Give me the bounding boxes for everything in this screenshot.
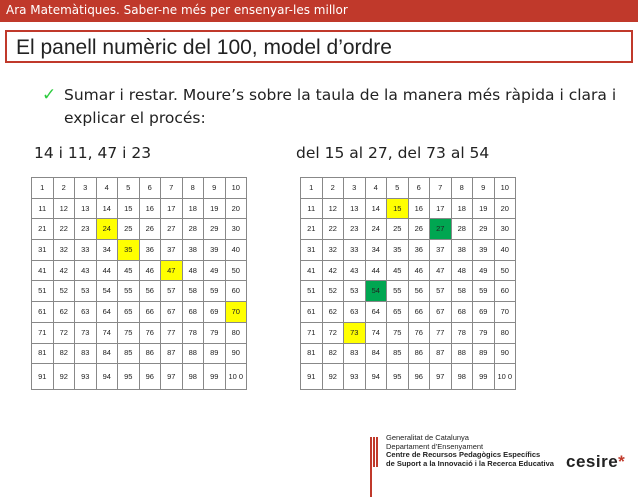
- grid-cell: 20: [494, 198, 516, 219]
- grid-cell: 74: [96, 322, 118, 343]
- grid-cell: 88: [451, 343, 473, 364]
- grid-row: [301, 198, 516, 219]
- generalitat-logo-icon: [370, 437, 380, 471]
- grid-cell: 80: [225, 322, 247, 343]
- grid-cell: 10 0: [494, 364, 516, 390]
- grid-cell: 4: [365, 178, 387, 199]
- grid-cell: 83: [75, 343, 97, 364]
- grid-cell: 87: [161, 343, 183, 364]
- grid-cell: 35: [387, 240, 409, 261]
- grid-cell: 21: [32, 219, 54, 240]
- grid-cell: 40: [225, 240, 247, 261]
- grid-cell: 72: [53, 322, 75, 343]
- grid-cell: 69: [473, 302, 495, 323]
- grid-cell: 48: [451, 260, 473, 281]
- grid-cell: 93: [344, 364, 366, 390]
- grid-row: [301, 364, 516, 390]
- grid-cell: 41: [32, 260, 54, 281]
- grid-cell: 95: [118, 364, 140, 390]
- grid-cell: 75: [118, 322, 140, 343]
- grid-cell: 50: [494, 260, 516, 281]
- grid-cell: 68: [451, 302, 473, 323]
- grid-cell: 46: [408, 260, 430, 281]
- grid-cell: 82: [322, 343, 344, 364]
- grid-row: [301, 260, 516, 281]
- grid-cell: 37: [430, 240, 452, 261]
- grid-cell: 82: [53, 343, 75, 364]
- grid-cell: 6: [139, 178, 161, 199]
- grid-cell: 10: [225, 178, 247, 199]
- grid-cell: 34: [365, 240, 387, 261]
- grid-cell: 65: [387, 302, 409, 323]
- grid-cell: 58: [182, 281, 204, 302]
- grid-cell: 8: [182, 178, 204, 199]
- grid-cell: 19: [204, 198, 226, 219]
- grid-cell: 36: [408, 240, 430, 261]
- grid-cell: 92: [53, 364, 75, 390]
- grid-cell: 48: [182, 260, 204, 281]
- bullet-text: Sumar i restar. Moure’s sobre la taula de la manera més ràpida i clara i explicar el procés:: [64, 86, 617, 127]
- footer-line-3: Centre de Recursos Pedagògics Específics: [386, 450, 541, 459]
- grid-cell: 81: [32, 343, 54, 364]
- cesire-brand: cesire: [566, 452, 619, 471]
- grid-cell: 66: [139, 302, 161, 323]
- grid-cell: 81: [301, 343, 323, 364]
- grid-cell: 15: [118, 198, 140, 219]
- grid-cell: 42: [322, 260, 344, 281]
- grid-cell: 60: [225, 281, 247, 302]
- grid-cell: 24: [365, 219, 387, 240]
- grid-cell: 57: [161, 281, 183, 302]
- grid-cell: 17: [430, 198, 452, 219]
- grid-cell: 62: [53, 302, 75, 323]
- grid-cell: 96: [408, 364, 430, 390]
- grid-cell: 28: [182, 219, 204, 240]
- grid-cell: 1: [32, 178, 54, 199]
- grid-cell: 27: [161, 219, 183, 240]
- grid-cell: 24: [96, 219, 118, 240]
- grid-cell: 18: [451, 198, 473, 219]
- grid-cell: 1: [301, 178, 323, 199]
- grid-cell: 75: [387, 322, 409, 343]
- grid-row: [301, 281, 516, 302]
- grid-cell: 77: [430, 322, 452, 343]
- cesire-star: *: [618, 452, 626, 471]
- grid-cell: 60: [494, 281, 516, 302]
- grid-cell: 93: [75, 364, 97, 390]
- grid-cell: 6: [408, 178, 430, 199]
- grid-cell: 77: [161, 322, 183, 343]
- grid-cell: 43: [75, 260, 97, 281]
- grid-cell: 78: [182, 322, 204, 343]
- grid-cell: 94: [96, 364, 118, 390]
- grid-cell: 9: [473, 178, 495, 199]
- grid-cell: 5: [118, 178, 140, 199]
- grid-cell: 18: [182, 198, 204, 219]
- grid-cell: 53: [75, 281, 97, 302]
- hundred-grid-left: [31, 177, 247, 390]
- grid-cell: 13: [344, 198, 366, 219]
- grid-cell: 56: [139, 281, 161, 302]
- grid-cell: 79: [204, 322, 226, 343]
- grid-cell: 32: [322, 240, 344, 261]
- header-bar: [0, 0, 638, 22]
- cesire-logo: [566, 452, 625, 472]
- grid-cell: 91: [32, 364, 54, 390]
- grid-cell: 42: [53, 260, 75, 281]
- grid-cell: 29: [204, 219, 226, 240]
- grid-cell: 40: [494, 240, 516, 261]
- grid-cell: 76: [408, 322, 430, 343]
- grid-cell: 2: [322, 178, 344, 199]
- grid-cell: 76: [139, 322, 161, 343]
- grid-cell: 11: [301, 198, 323, 219]
- grid-cell: 2: [53, 178, 75, 199]
- grid-cell: 89: [204, 343, 226, 364]
- grid-cell: 7: [430, 178, 452, 199]
- grid-cell: 33: [344, 240, 366, 261]
- grid-cell: 5: [387, 178, 409, 199]
- page-title: El panell numèric del 100, model d’ordre: [16, 36, 392, 59]
- grid-cell: 16: [139, 198, 161, 219]
- grid-row: [301, 302, 516, 323]
- grid-cell: 52: [322, 281, 344, 302]
- grid-cell: 97: [161, 364, 183, 390]
- grid-row: [32, 302, 247, 323]
- grid-cell: 10: [494, 178, 516, 199]
- grid-cell: 55: [118, 281, 140, 302]
- grid-cell: 98: [182, 364, 204, 390]
- grid-cell: 61: [301, 302, 323, 323]
- grid-cell: 38: [182, 240, 204, 261]
- grid-cell: 67: [430, 302, 452, 323]
- grid-cell: 41: [301, 260, 323, 281]
- grid-cell: 57: [430, 281, 452, 302]
- grid-cell: 95: [387, 364, 409, 390]
- grid-cell: 70: [225, 302, 247, 323]
- grid-cell: 54: [96, 281, 118, 302]
- grid-row: [32, 198, 247, 219]
- grid-cell: 52: [53, 281, 75, 302]
- grid-cell: 85: [387, 343, 409, 364]
- grid-cell: 72: [322, 322, 344, 343]
- grid-cell: 31: [301, 240, 323, 261]
- grid-cell: 62: [322, 302, 344, 323]
- grid-cell: 7: [161, 178, 183, 199]
- grid-cell: 54: [365, 281, 387, 302]
- grid-cell: 22: [322, 219, 344, 240]
- grid-cell: 35: [118, 240, 140, 261]
- grid-cell: 39: [204, 240, 226, 261]
- grid-cell: 58: [451, 281, 473, 302]
- grid-row: [32, 219, 247, 240]
- grid-cell: 86: [408, 343, 430, 364]
- grid-cell: 3: [344, 178, 366, 199]
- grid-cell: 38: [451, 240, 473, 261]
- grid-cell: 34: [96, 240, 118, 261]
- grid-cell: 67: [161, 302, 183, 323]
- grid-cell: 71: [32, 322, 54, 343]
- grid-cell: 21: [301, 219, 323, 240]
- grid-cell: 49: [204, 260, 226, 281]
- grid-cell: 47: [161, 260, 183, 281]
- footer-line-4: de Suport a la Innovació i la Recerca Educativa: [386, 458, 554, 468]
- grid-cell: 25: [118, 219, 140, 240]
- grid-cell: 87: [430, 343, 452, 364]
- grid-cell: 32: [53, 240, 75, 261]
- grid-cell: 98: [451, 364, 473, 390]
- grid-cell: 14: [96, 198, 118, 219]
- grid-cell: 49: [473, 260, 495, 281]
- grid-cell: 74: [365, 322, 387, 343]
- grid-cell: 45: [118, 260, 140, 281]
- grid-cell: 55: [387, 281, 409, 302]
- grid-cell: 99: [204, 364, 226, 390]
- grid-cell: 12: [53, 198, 75, 219]
- grid-cell: 91: [301, 364, 323, 390]
- grid-cell: 47: [430, 260, 452, 281]
- hundred-grid-right: [300, 177, 516, 390]
- grid-cell: 64: [365, 302, 387, 323]
- grid-cell: 84: [365, 343, 387, 364]
- grid-row: [32, 240, 247, 261]
- grid-cell: 29: [473, 219, 495, 240]
- grid-cell: 17: [161, 198, 183, 219]
- grid-cell: 23: [75, 219, 97, 240]
- grid-cell: 14: [365, 198, 387, 219]
- grid-cell: 30: [494, 219, 516, 240]
- grid-cell: 96: [139, 364, 161, 390]
- grid-cell: 44: [96, 260, 118, 281]
- grid-cell: 51: [301, 281, 323, 302]
- grid-cell: 8: [451, 178, 473, 199]
- grid-cell: 45: [387, 260, 409, 281]
- header-text: Ara Matemàtiques. Saber-ne més per ensenyar-les millor: [6, 3, 348, 17]
- grid-cell: 66: [408, 302, 430, 323]
- grid-cell: 73: [75, 322, 97, 343]
- left-caption: 14 i 11, 47 i 23: [34, 144, 152, 162]
- grid-cell: 26: [408, 219, 430, 240]
- grid-cell: 64: [96, 302, 118, 323]
- grid-cell: 89: [473, 343, 495, 364]
- grid-cell: 71: [301, 322, 323, 343]
- grid-cell: 13: [75, 198, 97, 219]
- grid-row: [301, 178, 516, 199]
- grid-cell: 63: [344, 302, 366, 323]
- grid-cell: 59: [473, 281, 495, 302]
- grid-cell: 90: [225, 343, 247, 364]
- grid-row: [301, 343, 516, 364]
- grid-cell: 27: [430, 219, 452, 240]
- grid-row: [301, 322, 516, 343]
- grid-cell: 28: [451, 219, 473, 240]
- grid-cell: 15: [387, 198, 409, 219]
- grid-row: [32, 364, 247, 390]
- grid-cell: 36: [139, 240, 161, 261]
- grid-row: [301, 219, 516, 240]
- grid-cell: 44: [365, 260, 387, 281]
- grid-cell: 9: [204, 178, 226, 199]
- grid-cell: 92: [322, 364, 344, 390]
- grid-cell: 90: [494, 343, 516, 364]
- grid-cell: 30: [225, 219, 247, 240]
- grid-cell: 37: [161, 240, 183, 261]
- grid-cell: 10 0: [225, 364, 247, 390]
- grid-cell: 53: [344, 281, 366, 302]
- grid-cell: 51: [32, 281, 54, 302]
- grid-cell: 99: [473, 364, 495, 390]
- grid-cell: 78: [451, 322, 473, 343]
- grid-cell: 97: [430, 364, 452, 390]
- grid-cell: 12: [322, 198, 344, 219]
- grid-cell: 59: [204, 281, 226, 302]
- footer-line-1: Generalitat de Catalunya: [386, 433, 469, 442]
- grid-row: [32, 322, 247, 343]
- grid-cell: 56: [408, 281, 430, 302]
- grid-cell: 79: [473, 322, 495, 343]
- grid-cell: 3: [75, 178, 97, 199]
- grid-cell: 31: [32, 240, 54, 261]
- footer-institution: [386, 434, 554, 468]
- grid-cell: 83: [344, 343, 366, 364]
- grid-cell: 94: [365, 364, 387, 390]
- grid-cell: 20: [225, 198, 247, 219]
- grid-cell: 85: [118, 343, 140, 364]
- grid-cell: 88: [182, 343, 204, 364]
- grid-row: [32, 343, 247, 364]
- grid-cell: 65: [118, 302, 140, 323]
- grid-cell: 63: [75, 302, 97, 323]
- grid-cell: 26: [139, 219, 161, 240]
- grid-cell: 80: [494, 322, 516, 343]
- grid-cell: 22: [53, 219, 75, 240]
- grid-cell: 84: [96, 343, 118, 364]
- grid-row: [301, 240, 516, 261]
- grid-cell: 70: [494, 302, 516, 323]
- grid-cell: 11: [32, 198, 54, 219]
- grid-cell: 25: [387, 219, 409, 240]
- grid-cell: 46: [139, 260, 161, 281]
- grid-cell: 73: [344, 322, 366, 343]
- grid-row: [32, 281, 247, 302]
- grid-cell: 68: [182, 302, 204, 323]
- grid-cell: 19: [473, 198, 495, 219]
- grid-cell: 43: [344, 260, 366, 281]
- grid-cell: 16: [408, 198, 430, 219]
- grid-cell: 33: [75, 240, 97, 261]
- grid-cell: 4: [96, 178, 118, 199]
- title-box: [5, 30, 633, 63]
- grid-cell: 50: [225, 260, 247, 281]
- grid-cell: 86: [139, 343, 161, 364]
- checkmark-icon: ✓: [42, 85, 57, 104]
- grid-row: [32, 178, 247, 199]
- footer-line-2: Departament d’Ensenyament: [386, 441, 484, 451]
- grid-cell: 61: [32, 302, 54, 323]
- grid-cell: 23: [344, 219, 366, 240]
- right-caption: del 15 al 27, del 73 al 54: [296, 144, 490, 162]
- grid-cell: 39: [473, 240, 495, 261]
- grid-row: [32, 260, 247, 281]
- grid-cell: 69: [204, 302, 226, 323]
